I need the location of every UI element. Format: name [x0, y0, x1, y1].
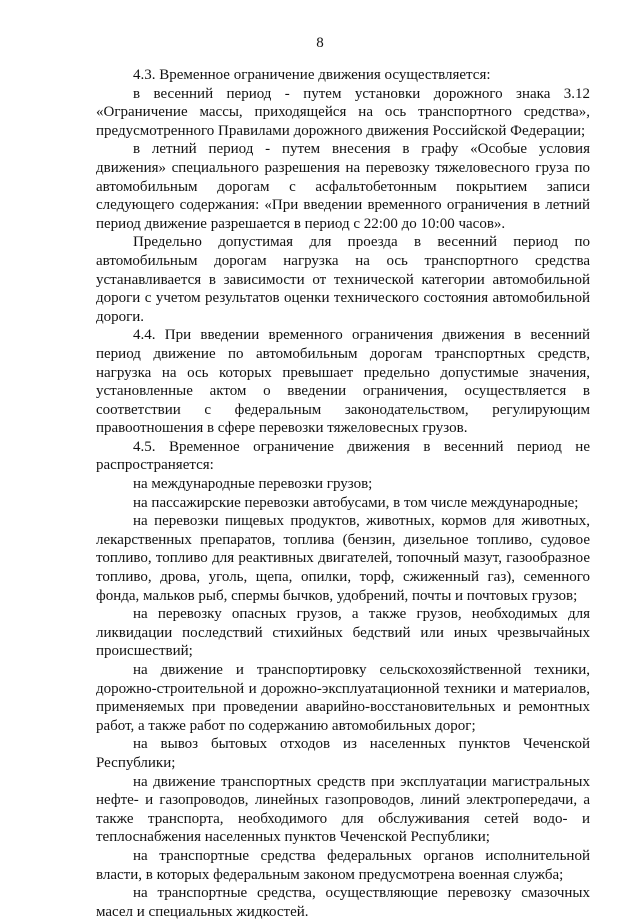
list-item-pipelines: на движение транспортных средств при эксплуатации магистральных нефте- и газопроводов, линейных газопроводов, линий электропередачи, а также транспорта, необходимого для обслуживания сетей водо- и теплоснабжения населенных пунктов Чеченской Республики; — [96, 773, 590, 846]
list-item-food-fuel: на перевозки пищевых продуктов, животных, кормов для животных, лекарственных препаратов, топлива (бензин, дизельное топливо, судовое топливо, топливо для реактивных двигателей, топочный мазут, газообразное топливо, дрова, уголь, щепа, опилки, торф, сжиженный газ), семенного фонда, мальков рыб, спермы бычков, удобрений, почты и почтовых грузов; — [96, 513, 590, 604]
list-item-lubricants: на транспортные средства, осуществляющие перевозку смазочных масел и специальных жидкостей. — [96, 885, 590, 920]
paragraph-axle-load: Предельно допустимая для проезда в весенний период по автомобильным дорогам нагрузка на ось транспортного средства устанавливается в зависимости от технической категории автомобильной дороги с учетом результатов оценки технического состояния автомобильной дороги. — [96, 234, 590, 325]
list-item-passenger-buses: на пассажирские перевозки автобусами, в том числе международные; — [133, 494, 579, 511]
list-item-federal-vehicles: на транспортные средства федеральных органов исполнительной власти, в которых федеральным законом предусмотрена военная служба; — [96, 847, 590, 883]
list-item-dangerous-goods: на перевозку опасных грузов, а также грузов, необходимых для ликвидации последствий стихийных бедствий или иных чрезвычайных происшествий; — [96, 606, 590, 660]
paragraph-4-4: 4.4. При введении временного ограничения движения в весенний период движение по автомобильным дорогам транспортных средств, нагрузка на ось которых превышает предельно допустимые значения, установленные актом о введении ограничения, осуществляется в соответствии с федеральным законодательством, регулирующим правоотношения в сфере перевозки тяжеловесных грузов. — [96, 327, 590, 437]
paragraph-4-3-heading: 4.3. Временное ограничение движения осуществляется: — [133, 67, 491, 83]
paragraph-summer-period: в летний период - путем внесения в графу «Особые условия движения» специального разрешения на перевозку тяжеловесного груза по автомобильным дорогам с асфальтобетонным покрытием записи следующего содержания: «При введении временного ограничения в летний период движение разрешается в период с 22:00 до 10:00 часов». — [96, 141, 590, 232]
list-item-international-cargo: на международные перевозки грузов; — [133, 476, 373, 493]
document-body — [96, 66, 590, 921]
paragraph-4-5-heading: 4.5. Временное ограничение движения в весенний период не распространяется: — [96, 438, 590, 474]
list-item-household-waste: на вывоз бытовых отходов из населенных пунктов Чеченской Республики; — [96, 736, 590, 771]
paragraph-spring-period: в весенний период - путем установки дорожного знака 3.12 «Ограничение массы, приходящейся на ось транспортного средства», предусмотренного Правилами дорожного движения Российской Федерации; — [96, 85, 590, 139]
list-item-agricultural-machinery: на движение и транспортировку сельскохозяйственной техники, дорожно-строительной и дорожно-эксплуатационной техники и материалов, применяемых при проведении аварийно-восстановительных и ремонтных работ, а также работ по содержанию автомобильных дорог; — [96, 662, 590, 734]
page-number: 8 — [316, 35, 324, 51]
